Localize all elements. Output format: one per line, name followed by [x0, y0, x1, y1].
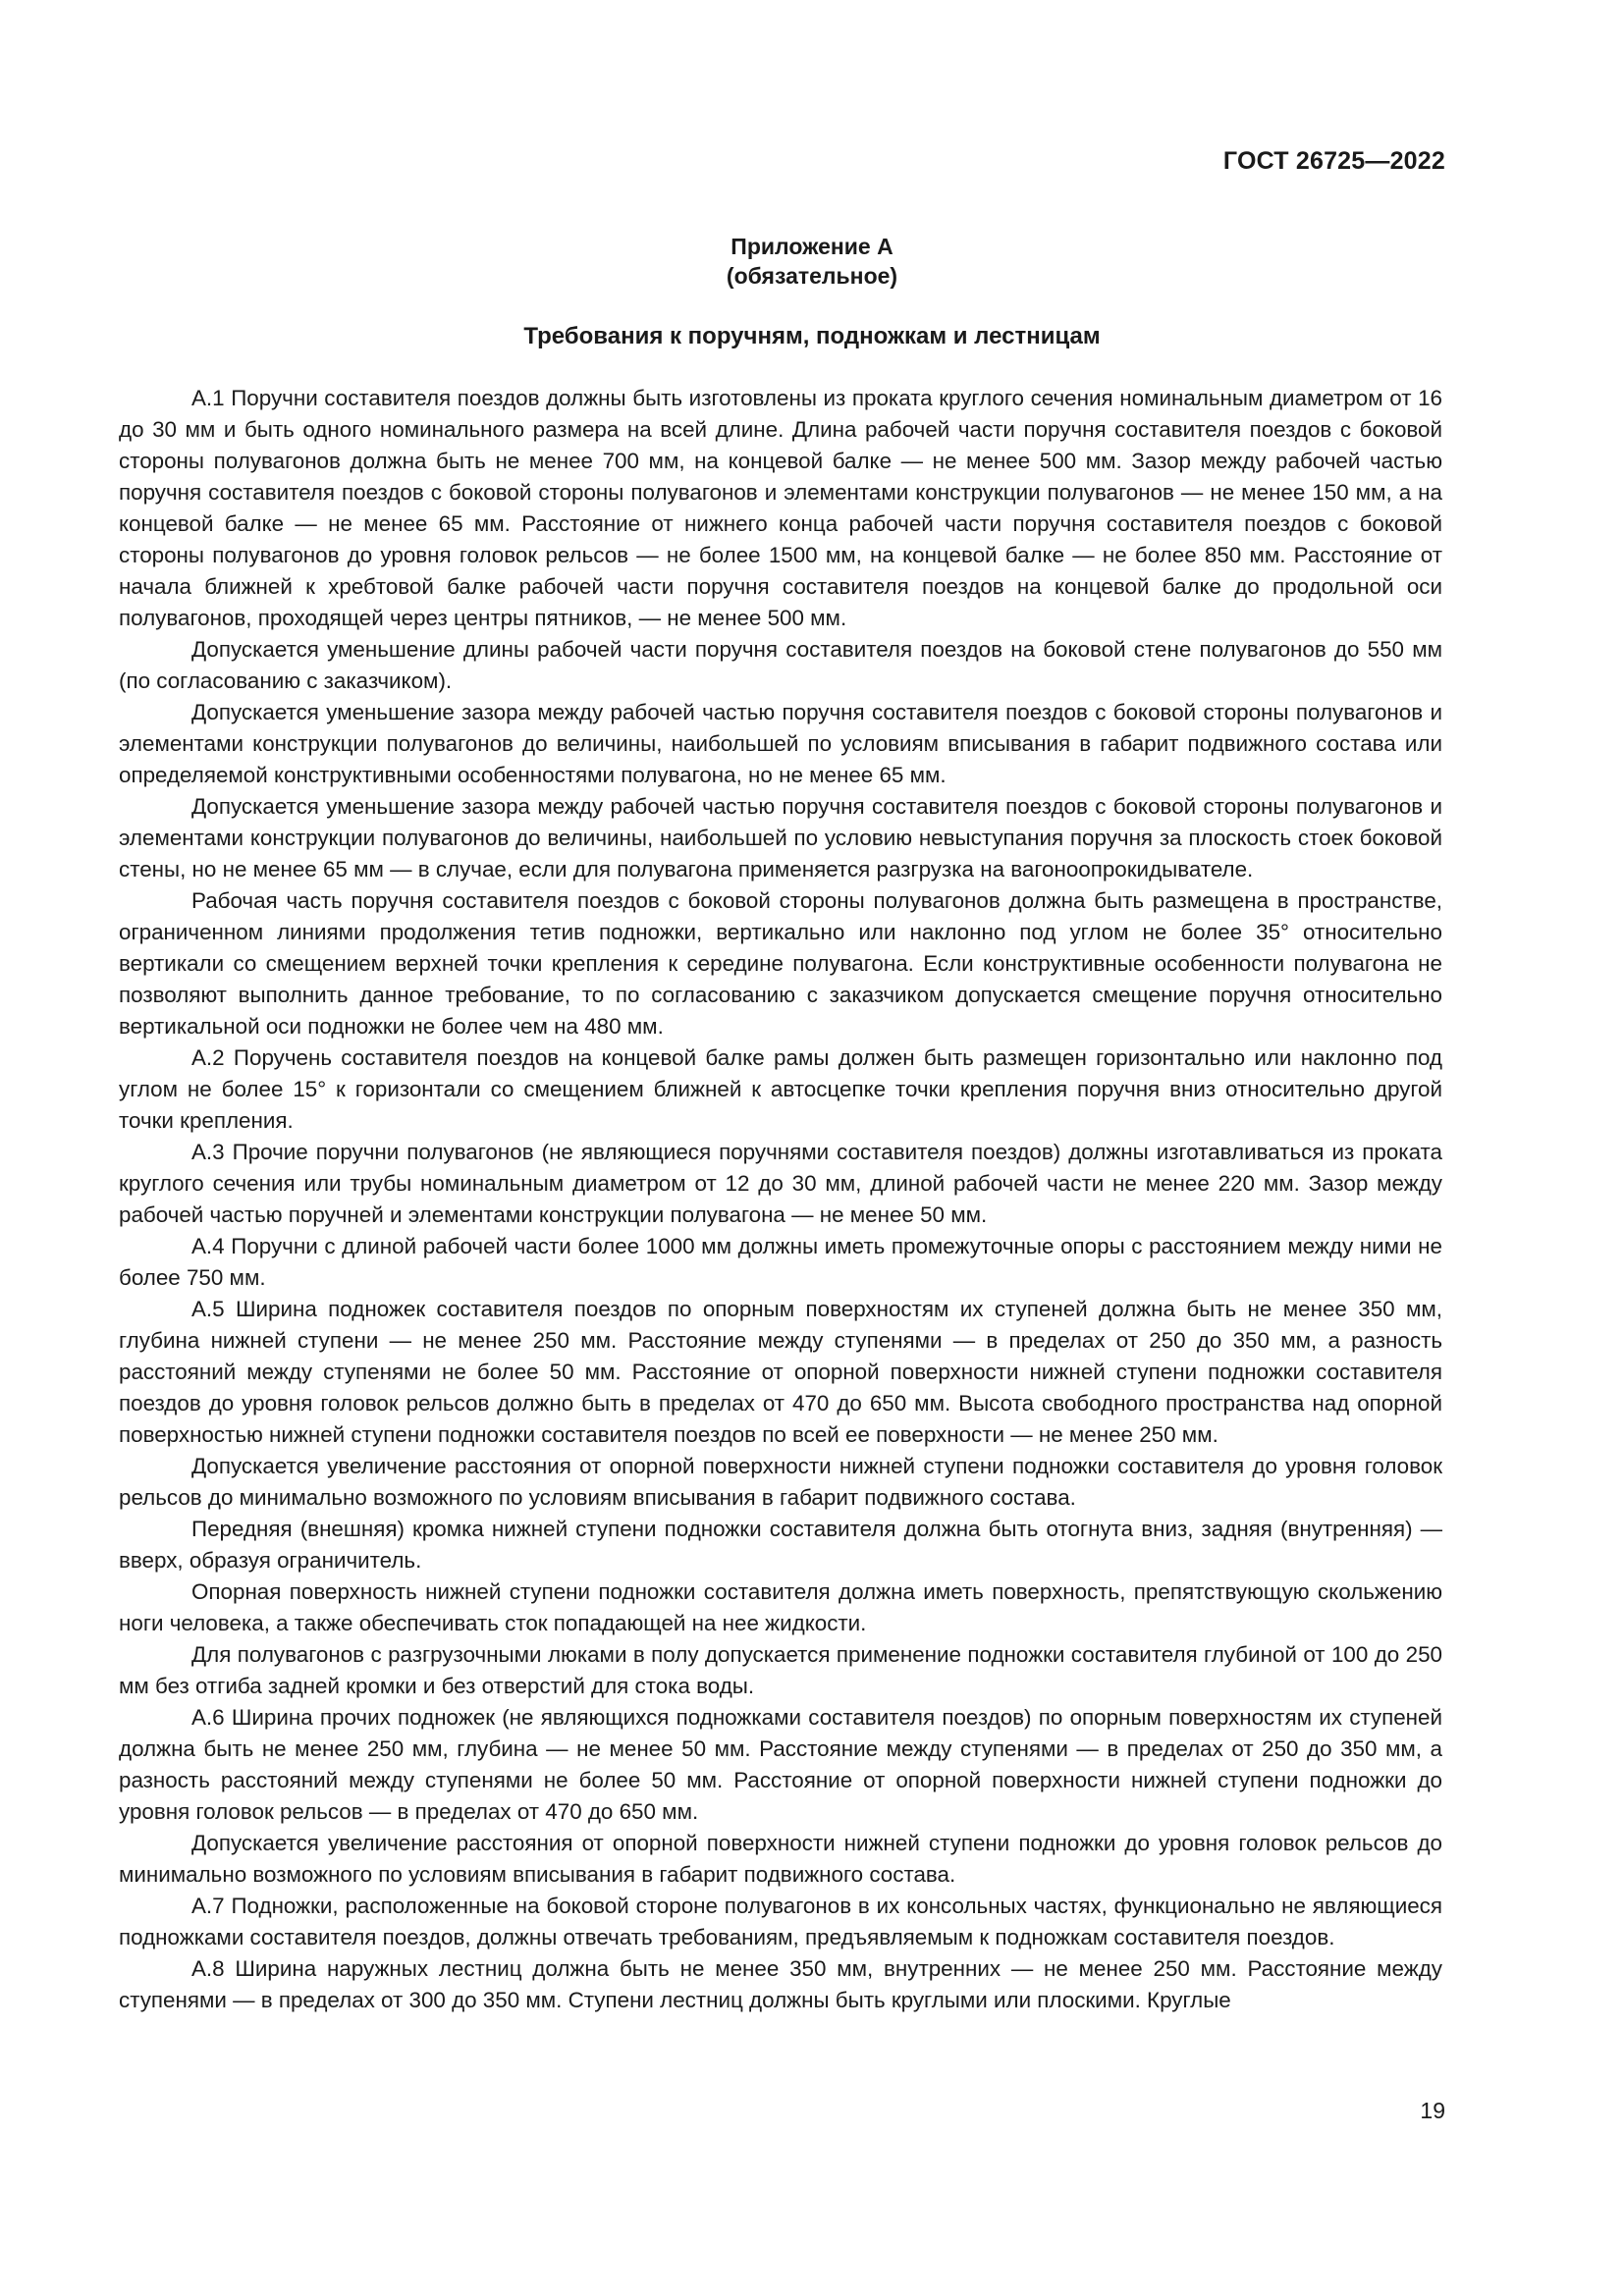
paragraph: Для полувагонов с разгрузочными люками в полу допускается применение подножки составителя глубиной от 100 до 250 мм без отгиба задней кромки и без отверстий для стока воды. [119, 1642, 1442, 1698]
paragraph: Опорная поверхность нижней ступени подножки составителя должна иметь поверхность, препятствующую скольжению ноги человека, а также обеспечивать сток попадающей на нее жидкости. [119, 1579, 1442, 1635]
paragraph: Допускается увеличение расстояния от опорной поверхности нижней ступени подножки до уровня головок рельсов до минимально возможного по условиям вписывания в габарит подвижного состава. [119, 1831, 1442, 1887]
paragraph: Допускается уменьшение зазора между рабочей частью поручня составителя поездов с боковой стороны полувагонов и элементами конструкции полувагонов до величины, наибольшей по условиям вписывания в габарит подвижного состава или определяемой конструктивными особенностями полувагона, но не менее 65 мм. [119, 700, 1442, 787]
paragraph: А.6 Ширина прочих подножек (не являющихся подножками составителя поездов) по опорным поверхностям их ступеней должна быть не менее 250 мм, глубина — не менее 50 мм. Расстояние между ступенями — в пределах от 250 до 350 мм, а разность расстояний между ступенями не более 50 мм. Расстояние от опорной поверхности нижней ступени подножки до уровня головок рельсов — в пределах от 470 до 650 мм. [119, 1705, 1442, 1824]
paragraph: Допускается уменьшение зазора между рабочей частью поручня составителя поездов с боковой стороны полувагонов и элементами конструкции полувагонов до величины, наибольшей по условию невыступания поручня за плоскость стоек боковой стены, но не менее 65 мм — в случае, если для полувагона применяется разгрузка на вагоноопрокидывателе. [119, 794, 1442, 881]
paragraph: Передняя (внешняя) кромка нижней ступени подножки составителя должна быть отогнута вниз, задняя (внутренняя) — вверх, образуя ограничитель. [119, 1517, 1442, 1573]
paragraph: Допускается уменьшение длины рабочей части поручня составителя поездов на боковой стене полувагонов до 550 мм (по согласованию с заказчиком). [119, 637, 1442, 693]
paragraph: А.3 Прочие поручни полувагонов (не являющиеся поручнями составителя поездов) должны изготавливаться из проката круглого сечения или трубы номинальным диаметром от 12 до 30 мм, длиной рабочей части не менее 220 мм. Зазор между рабочей частью поручней и элементами конструкции полувагона — не менее 50 мм. [119, 1140, 1442, 1227]
appendix-note: (обязательное) [726, 263, 898, 289]
paragraph: А.8 Ширина наружных лестниц должна быть не менее 350 мм, внутренних — не менее 250 мм. Расстояние между ступенями — в пределах от 300 до 350 мм. Ступени лестниц должны быть круглыми или плоскими. Круглые [119, 1956, 1442, 2012]
paragraph: А.4 Поручни с длиной рабочей части более 1000 мм должны иметь промежуточные опоры с расстоянием между ними не более 750 мм. [119, 1234, 1442, 1290]
paragraph: Рабочая часть поручня составителя поездов с боковой стороны полувагонов должна быть размещена в пространстве, ограниченном линиями продолжения тетив подножки, вертикально или наклонно под углом не более 35° относительно вертикали со смещением верхней точки крепления к середине полувагона. Если конструктивные особенности полувагона не позволяют выполнить данное требование, то по согласованию с заказчиком допускается смещение поручня относительно вертикальной оси подножки не более чем на 480 мм. [119, 888, 1442, 1039]
standard-code: ГОСТ 26725—2022 [1222, 147, 1445, 175]
section-title: Требования к поручням, подножкам и лестницам [523, 323, 1101, 349]
paragraph: А.2 Поручень составителя поездов на концевой балке рамы должен быть размещен горизонтально или наклонно под углом не более 15° к горизонтали со смещением ближней к автосцепке точки крепления поручня вниз относительно другой точки крепления. [119, 1045, 1442, 1133]
paragraph: Допускается увеличение расстояния от опорной поверхности нижней ступени подножки составителя до уровня головок рельсов до минимально возможного по условиям вписывания в габарит подвижного состава. [119, 1454, 1442, 1510]
document-body [119, 383, 1442, 2016]
paragraph: А.5 Ширина подножек составителя поездов по опорным поверхностям их ступеней должна быть не менее 350 мм, глубина нижней ступени — не менее 250 мм. Расстояние между ступенями — в пределах от 250 до 350 мм, а разность расстояний между ступенями не более 50 мм. Расстояние от опорной поверхности нижней ступени подножки составителя поездов до уровня головок рельсов должно быть в пределах от 470 до 650 мм. Высота свободного пространства над опорной поверхностью нижней ступени подножки составителя поездов по всей ее поверхности — не менее 250 мм. [119, 1297, 1442, 1447]
paragraph: А.1 Поручни составителя поездов должны быть изготовлены из проката круглого сечения номинальным диаметром от 16 до 30 мм и быть одного номинального размера на всей длине. Длина рабочей части поручня составителя поездов с боковой стороны полувагонов должна быть не менее 700 мм, на концевой балке — не менее 500 мм. Зазор между рабочей частью поручня составителя поездов с боковой стороны полувагонов и элементами конструкции полувагонов — не менее 150 мм, а на концевой балке — не менее 65 мм. Расстояние от нижнего конца рабочей части поручня составителя поездов с боковой стороны полувагонов до уровня головок рельсов — не более 1500 мм, на концевой балке — не более 850 мм. Расстояние от начала ближней к хребтовой балке рабочей части поручня составителя поездов на концевой балке до продольной оси полувагонов, проходящей через центры пятников, — не менее 500 мм. [119, 386, 1442, 630]
paragraph: А.7 Подножки, расположенные на боковой стороне полувагонов в их консольных частях, функционально не являющиеся подножками составителя поездов, должны отвечать требованиям, предъявляемым к подножкам составителя поездов. [119, 1894, 1442, 1949]
appendix-title: Приложение А [731, 234, 893, 259]
page-number: 19 [1420, 2098, 1445, 2123]
